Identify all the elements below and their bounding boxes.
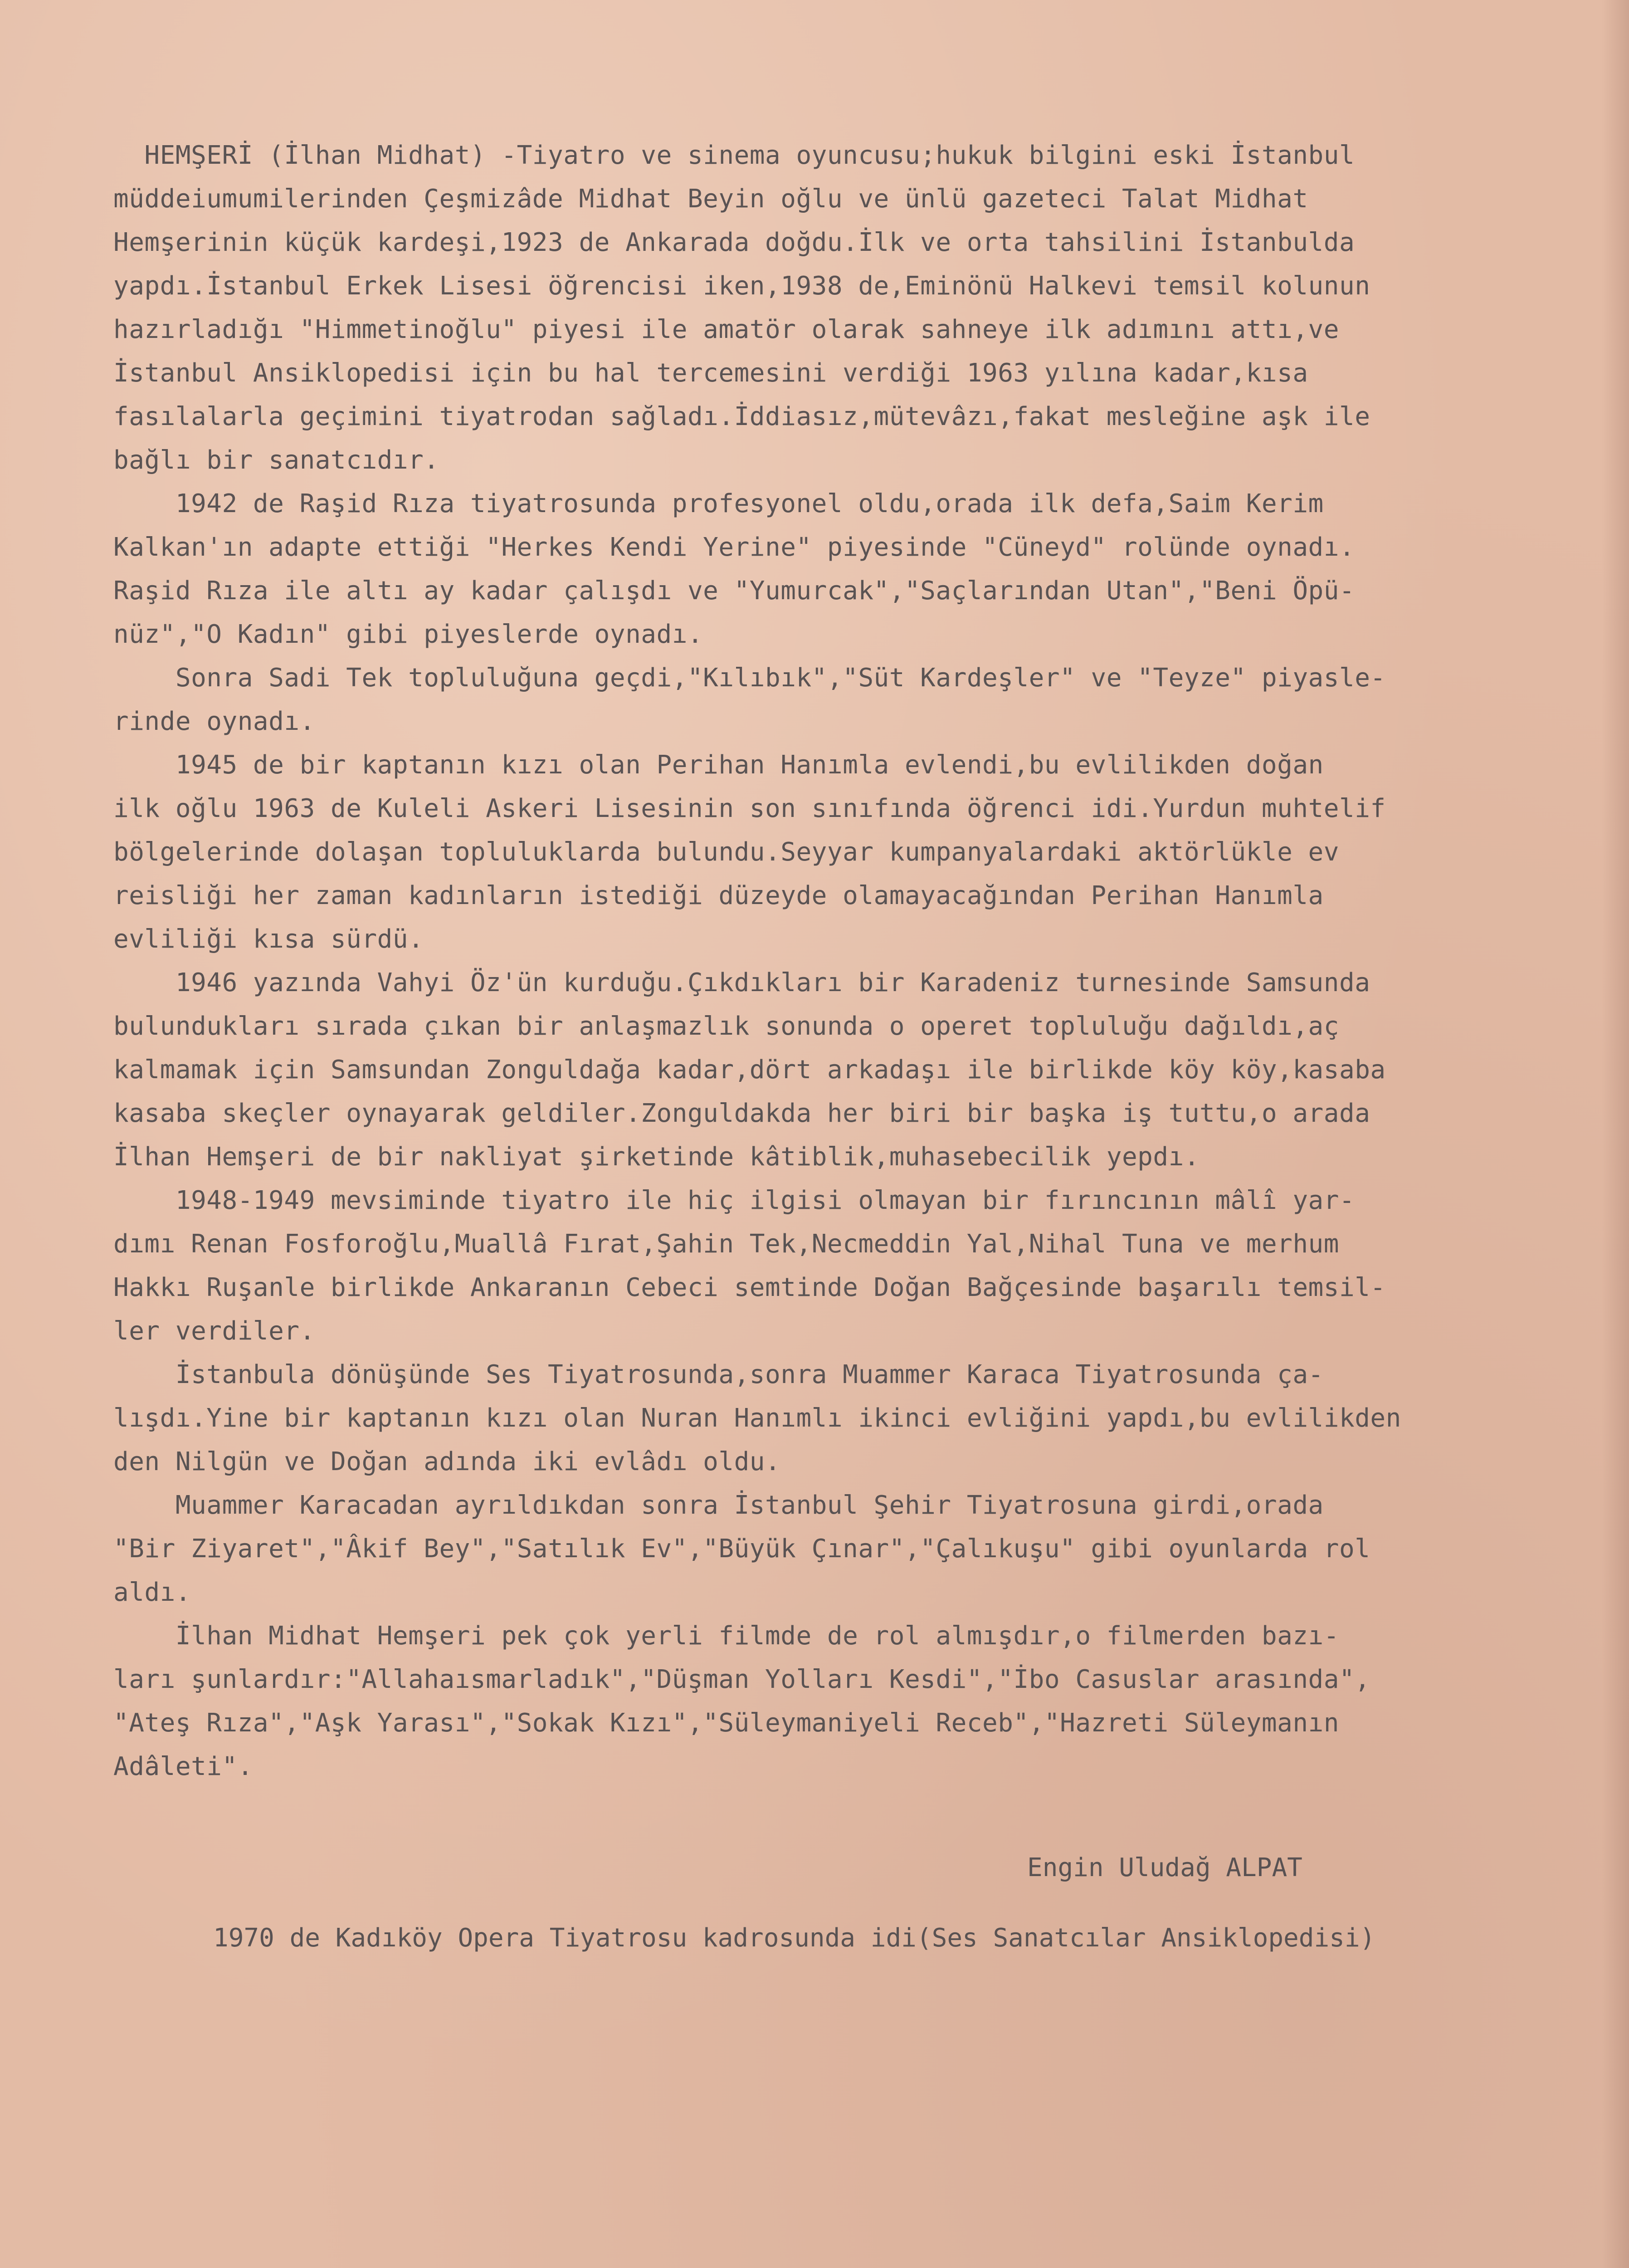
- text-line: Adâleti".: [113, 1752, 253, 1781]
- text-line: yapdı.İstanbul Erkek Lisesi öğrencisi iken,1938 de,Eminönü Halkevi temsil kolunun: [113, 271, 1371, 301]
- text-line: Kalkan'ın adapte ettiği "Herkes Kendi Yerine" piyesinde "Cüneyd" rolünde oynadı.: [113, 533, 1355, 562]
- text-line: 1948-1949 mevsiminde tiyatro ile hiç ilgisi olmayan bir fırıncının mâlî yar-: [113, 1186, 1355, 1215]
- text-line: İstanbul Ansiklopedisi için bu hal tercemesini verdiği 1963 yılına kadar,kısa: [113, 358, 1308, 388]
- text-line: rinde oynadı.: [113, 707, 315, 736]
- text-line: bölgelerinde dolaşan topluluklarda bulundu.Seyyar kumpanyalardaki aktörlükle ev: [113, 837, 1339, 867]
- text-line: HEMŞERİ (İlhan Midhat) -Tiyatro ve sinema oyuncusu;hukuk bilgini eski İstanbul: [113, 141, 1355, 170]
- text-line: müddeiumumilerinden Çeşmizâde Midhat Beyin oğlu ve ünlü gazeteci Talat Midhat: [113, 184, 1308, 214]
- typed-text-body: [113, 134, 1624, 1789]
- text-line: aldı.: [113, 1578, 191, 1607]
- text-line: evliliği kısa sürdü.: [113, 924, 424, 954]
- footnote: 1970 de Kadıköy Opera Tiyatrosu kadrosunda idi(Ses Sanatcılar Ansiklopedisi): [213, 1923, 1375, 1953]
- text-line: lışdı.Yine bir kaptanın kızı olan Nuran Hanımlı ikinci evliğini yapdı,bu evlilikden: [113, 1403, 1401, 1433]
- text-line: nüz","O Kadın" gibi piyeslerde oynadı.: [113, 620, 703, 649]
- text-line: Hakkı Ruşanle birlikde Ankaranın Cebeci semtinde Doğan Bağçesinde başarılı temsil-: [113, 1273, 1386, 1302]
- text-line: kasaba skeçler oynayarak geldiler.Zonguldakda her biri bir başka iş tuttu,o arada: [113, 1099, 1371, 1128]
- text-line: hazırladığı "Himmetinoğlu" piyesi ile amatör olarak sahneye ilk adımını attı,ve: [113, 315, 1339, 344]
- text-line: reisliği her zaman kadınların istediği düzeyde olamayacağından Perihan Hanımla: [113, 881, 1324, 910]
- text-line: "Ateş Rıza","Aşk Yarası","Sokak Kızı","Süleymaniyeli Receb","Hazreti Süleymanın: [113, 1708, 1339, 1738]
- text-line: Sonra Sadi Tek topluluğuna geçdi,"Kılıbık","Süt Kardeşler" ve "Teyze" piyasle-: [113, 663, 1386, 693]
- text-line: dımı Renan Fosforoğlu,Muallâ Fırat,Şahin Tek,Necmeddin Yal,Nihal Tuna ve merhum: [113, 1229, 1339, 1259]
- text-line: ları şunlardır:"Allahaısmarladık","Düşman Yolları Kesdi","İbo Casuslar arasında",: [113, 1665, 1371, 1694]
- text-line: 1942 de Raşid Rıza tiyatrosunda profesyonel oldu,orada ilk defa,Saim Kerim: [113, 489, 1324, 518]
- text-line: kalmamak için Samsundan Zonguldağa kadar,dört arkadaşı ile birlikde köy köy,kasaba: [113, 1055, 1386, 1085]
- text-line: ler verdiler.: [113, 1316, 315, 1346]
- text-line: Muammer Karacadan ayrıldıkdan sonra İstanbul Şehir Tiyatrosuna girdi,orada: [113, 1491, 1324, 1520]
- text-line: ilk oğlu 1963 de Kuleli Askeri Lisesinin son sınıfında öğrenci idi.Yurdun muhtelif: [113, 794, 1386, 823]
- author-signature: Engin Uludağ ALPAT: [1027, 1853, 1302, 1882]
- text-line: İlhan Midhat Hemşeri pek çok yerli filmde de rol almışdır,o filmerden bazı-: [113, 1621, 1339, 1651]
- text-line: Raşid Rıza ile altı ay kadar çalışdı ve "Yumurcak","Saçlarından Utan","Beni Öpü-: [113, 576, 1355, 606]
- text-line: fasılalarla geçimini tiyatrodan sağladı.İddiasız,mütevâzı,fakat mesleğine aşk ile: [113, 402, 1371, 431]
- text-line: "Bir Ziyaret","Âkif Bey","Satılık Ev","Büyük Çınar","Çalıkuşu" gibi oyunlarda rol: [113, 1534, 1371, 1564]
- text-line: İlhan Hemşeri de bir nakliyat şirketinde kâtiblik,muhasebecilik yepdı.: [113, 1142, 1200, 1172]
- text-line: bağlı bir sanatcıdır.: [113, 445, 439, 475]
- text-line: den Nilgün ve Doğan adında iki evlâdı oldu.: [113, 1447, 781, 1476]
- text-line: 1946 yazında Vahyi Öz'ün kurduğu.Çıkdıkları bir Karadeniz turnesinde Samsunda: [113, 968, 1371, 997]
- text-line: İstanbula dönüşünde Ses Tiyatrosunda,sonra Muammer Karaca Tiyatrosunda ça-: [113, 1360, 1324, 1389]
- text-line: bulundukları sırada çıkan bir anlaşmazlık sonunda o operet topluluğu dağıldı,aç: [113, 1012, 1339, 1041]
- text-line: 1945 de bir kaptanın kızı olan Perihan Hanımla evlendi,bu evlilikden doğan: [113, 750, 1324, 780]
- text-line: Hemşerinin küçük kardeşi,1923 de Ankarada doğdu.İlk ve orta tahsilini İstanbulda: [113, 228, 1355, 257]
